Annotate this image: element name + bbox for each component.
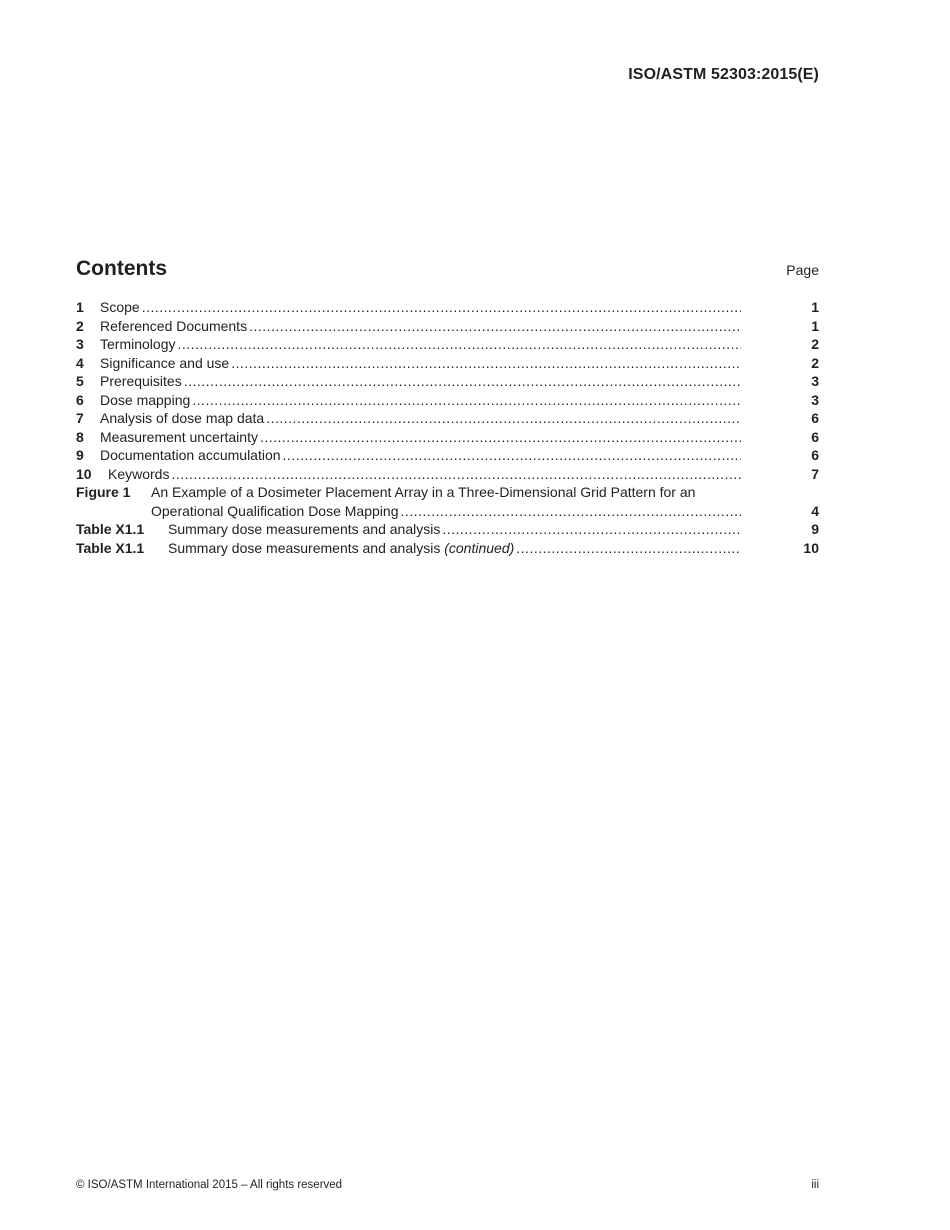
entry-page: 3 [811,373,819,389]
toc-entry-figure-1[interactable] [76,483,819,520]
leader-dots [184,372,741,391]
entry-number: 8 [76,428,84,445]
leader-dots [260,428,741,447]
entry-number: 10 [76,465,92,482]
entry-title: Dose mapping [100,391,191,408]
entry-title: Significance and use [100,354,230,371]
table-label: Table X1.1 [76,539,145,556]
leader-dots [231,354,741,373]
entry-page: 9 [811,521,819,537]
document-id: ISO/ASTM 52303:2015(E) [628,66,819,83]
entry-page: 4 [811,502,819,519]
copyright-notice: © ISO/ASTM International 2015 – All rights reserved [76,1179,343,1191]
leader-dots [171,465,741,484]
entry-title: Keywords [108,465,170,482]
toc-entry-terminology[interactable] [76,335,819,354]
leader-dots [442,520,741,539]
toc-entry-referenced-documents[interactable] [76,317,819,336]
toc-entry-analysis-of-dose-map-data[interactable] [76,409,819,428]
entry-page: 1 [811,317,819,334]
table-label: Table X1.1 [76,521,145,537]
toc-entry-prerequisites[interactable] [76,372,819,391]
page-column-label: Page [786,262,819,278]
entry-number: 3 [76,336,84,352]
toc-entry-documentation-accumulation[interactable] [76,446,819,465]
toc-entry-scope[interactable] [76,298,819,317]
leader-dots [516,539,741,558]
leader-dots [249,317,741,336]
entry-page: 1 [811,299,819,315]
page-number: iii [811,1179,819,1191]
table-title-suffix: (continued) [444,539,515,556]
entry-page: 7 [811,465,819,482]
toc-entry-table-x1-1-continued[interactable] [76,539,819,558]
entry-number: 2 [76,317,84,334]
toc-entry-measurement-uncertainty[interactable] [76,428,819,447]
figure-label: Figure 1 [76,484,131,500]
entry-title: Documentation accumulation [100,447,281,463]
entry-number: 5 [76,373,84,389]
entry-page: 6 [811,428,819,445]
entry-number: 4 [76,354,84,371]
toc-entry-dose-mapping[interactable] [76,391,819,410]
table-title: Summary dose measurements and analysis [168,539,441,556]
figure-title-line2: Operational Qualification Dose Mapping [151,502,399,519]
leader-dots [177,335,741,354]
toc-entry-table-x1-1[interactable] [76,520,819,539]
entry-number: 7 [76,410,84,426]
entry-title: Analysis of dose map data [100,410,265,426]
leader-dots [283,446,741,465]
entry-page: 6 [811,410,819,426]
entry-title: Scope [100,299,140,315]
leader-dots [142,298,741,317]
entry-page: 3 [811,391,819,408]
leader-dots [400,502,741,521]
contents-title: Contents [76,257,167,280]
leader-dots [192,391,741,410]
entry-number: 6 [76,391,84,408]
table-of-contents [76,298,819,557]
entry-number: 9 [76,447,84,463]
contents-header [76,257,819,285]
entry-number: 1 [76,299,84,315]
figure-title-line1: An Example of a Dosimeter Placement Array in a Three-Dimensional Grid Pattern for an [151,484,696,500]
table-title: Summary dose measurements and analysis [168,521,441,537]
entry-title: Measurement uncertainty [100,428,258,445]
toc-entry-keywords[interactable] [76,465,819,484]
entry-page: 10 [803,539,819,556]
toc-entry-significance-and-use[interactable] [76,354,819,373]
entry-page: 2 [811,336,819,352]
leader-dots [266,409,741,428]
entry-title: Referenced Documents [100,317,248,334]
entry-title: Prerequisites [100,373,182,389]
entry-page: 2 [811,354,819,371]
entry-title: Terminology [100,336,176,352]
entry-page: 6 [811,447,819,463]
